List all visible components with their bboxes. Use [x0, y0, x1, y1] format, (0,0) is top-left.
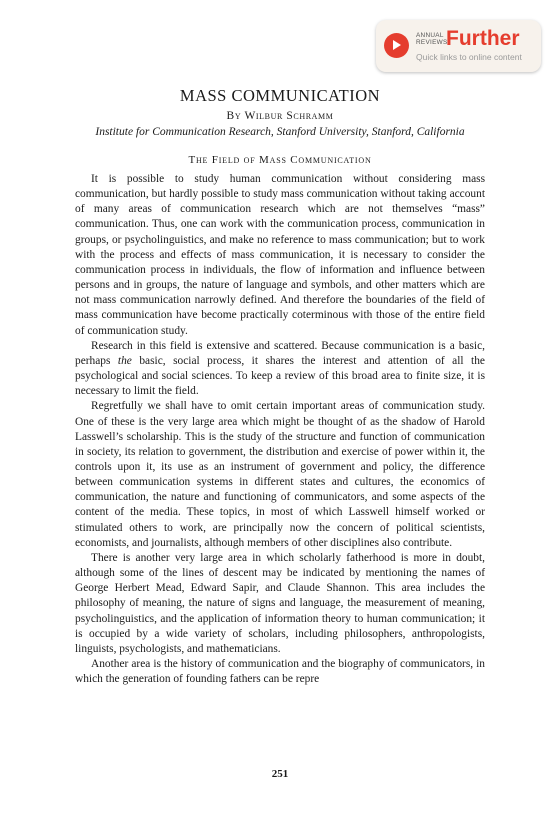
- emphasis: the: [117, 354, 132, 367]
- further-links-badge[interactable]: [376, 20, 541, 72]
- paragraph: Regretfully we shall have to omit certain important areas of communication study. One of these is the very large area which might be thought of as the shadow of Harold Lasswell’s scholarship. This is the study of the structure and function of communication in society, its relation to government, the distribution and exercise of power within it, the controls upon it, its use as an instrument of government and policy, the difference between communication systems in different states and cultures, the economics of communication, the nature and functioning of communicators, and some aspects of the content of the media. These topics, in most of which Lasswell himself worked or stimulated others to work, are principally now the concern of political scientists, economists, and journalists, although members of other disciplines also contribute.: [75, 400, 485, 549]
- paragraph: It is possible to study human communication without considering mass communication, but hardly possible to study mass communication without taking account of many areas of communication research which are not themselves “mass” communication. Thus, one can work with the communication process, communication in groups, or psycholinguistics, and make no reference to mass communication; but to work with the process and effects of mass communication, it is necessary to consider the communication process in individuals, the flow of information and influence between persons and in groups, the nature of language and symbols, and other matters which are not mass communication narrowly defined. And therefore the boundaries of the field of mass communication have become practically coterminous with those of the entire field of communication study.: [75, 173, 485, 337]
- article-title: MASS COMMUNICATION: [179, 86, 381, 105]
- paragraph: Research in this field is extensive and scattered. Because communication is a basic, perhaps the basic, social process, it shares the interest and attention of all the psychological and social sciences. To keep a review of this broad area to finite size, it is necessary to limit the field.: [75, 339, 485, 398]
- play-icon: [384, 33, 409, 58]
- annual-reviews-logo: ANNUAL REVIEWS: [416, 32, 448, 46]
- further-subtitle: Quick links to online content: [416, 52, 522, 62]
- page-number: 251: [271, 768, 289, 780]
- paragraph: Another area is the history of communication and the biography of communicators, in which the generation of founding fathers can be repre: [75, 658, 485, 686]
- article-author: By Wilbur Schramm: [226, 110, 334, 122]
- article-body: [75, 172, 485, 687]
- paragraph: There is another very large area in which scholarly fatherhood is more in doubt, although some of the lines of descent may be indicated by mentioning the names of George Herbert Mead, Edward Sapir, and Claude Shannon. This area includes the philosophy of meaning, the nature of signs and language, the measurement of meaning, psycholinguistics, and the application of information theory to human communication; it is occupied by a wide variety of scholars, including philosophers, anthropologists, linguists, psychologists, and mathematicians.: [75, 551, 485, 655]
- author-affiliation: Institute for Communication Research, Stanford University, Stanford, California: [95, 126, 465, 138]
- further-label: Further: [446, 27, 520, 50]
- section-heading: The Field of Mass Communication: [188, 154, 372, 166]
